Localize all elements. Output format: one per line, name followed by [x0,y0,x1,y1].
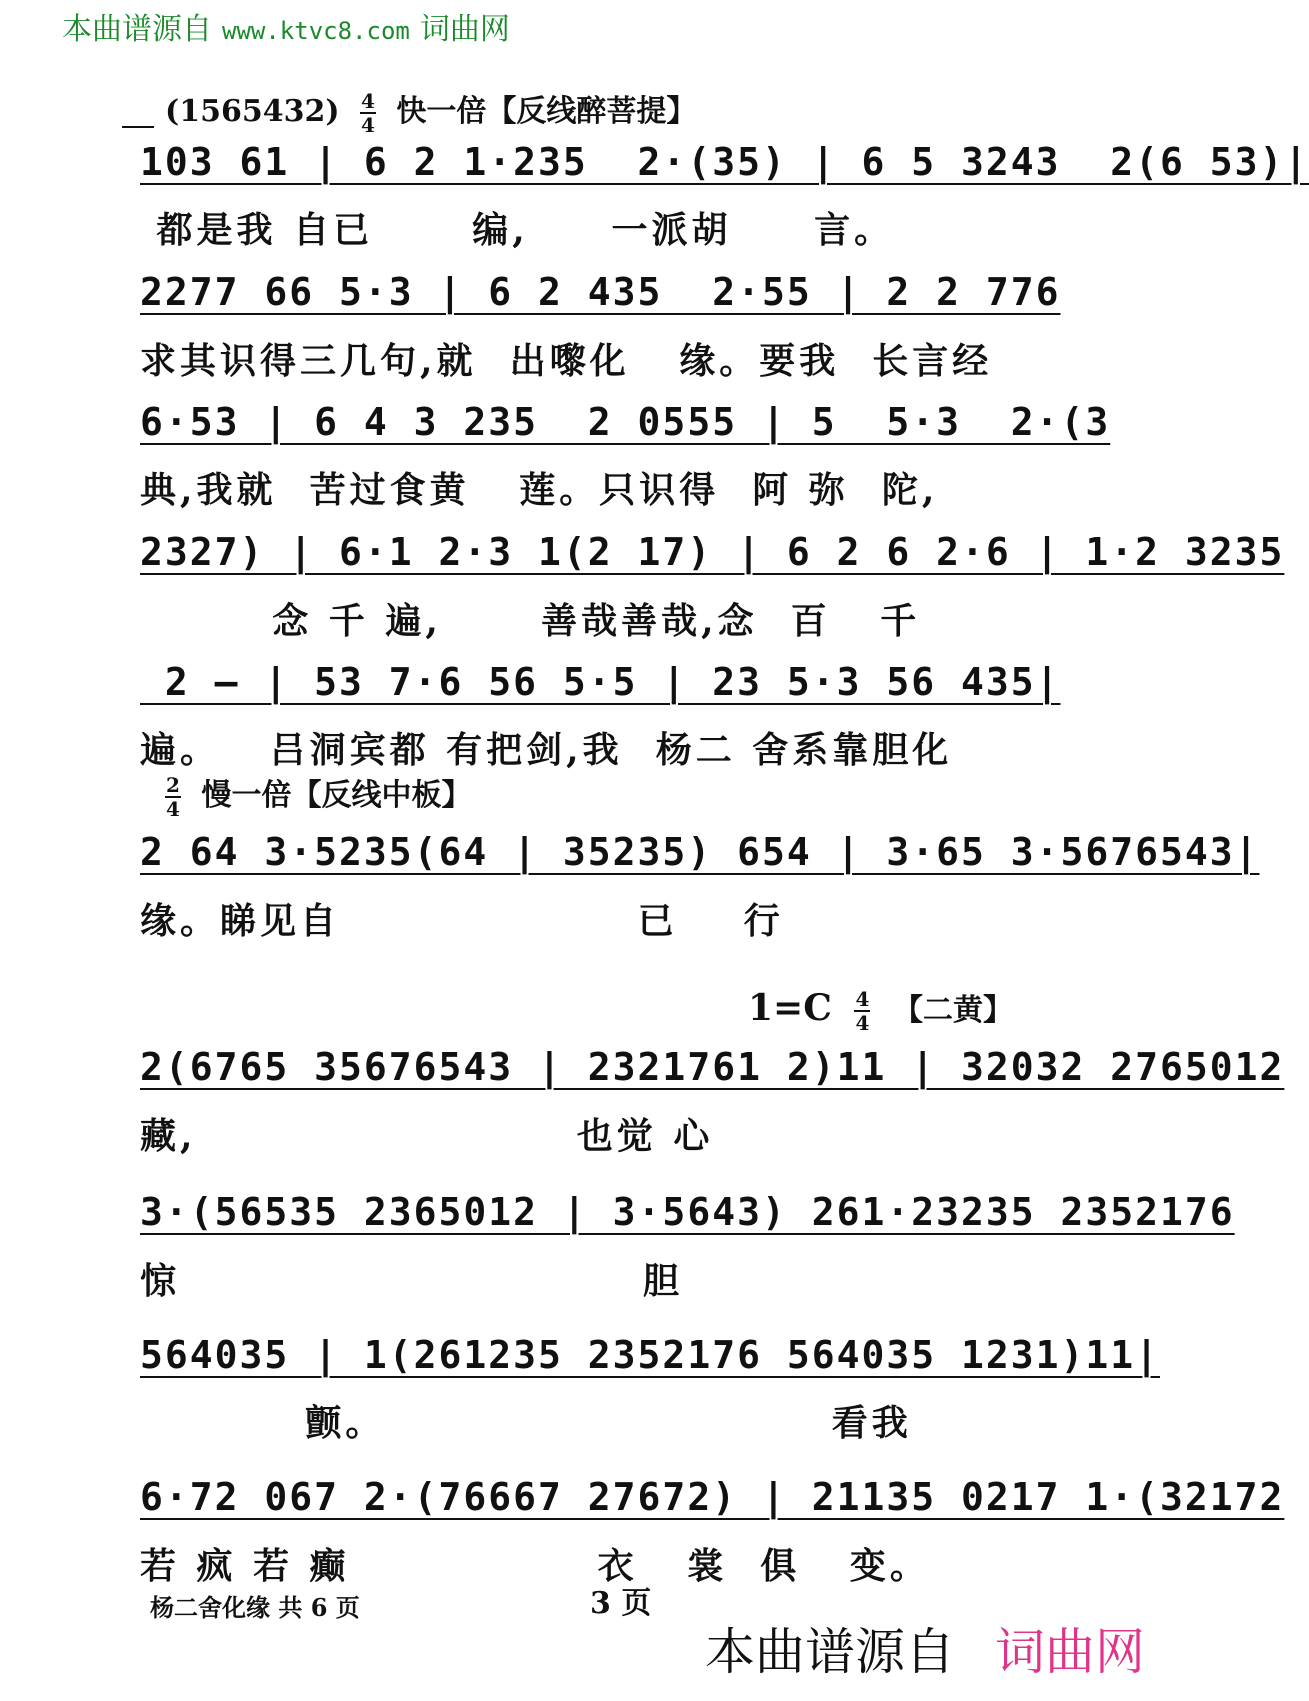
footer-page-number: 3 页 [590,1586,652,1621]
time-sig-top: 4 [855,987,870,1011]
watermark-bottom-right: 词曲网 [995,1623,1145,1681]
watermark-bottom [705,1612,1145,1681]
time-sig-bottom: 4 [166,797,180,821]
lyrics-line: 遍。 吕洞宾都 有把剑,我 杨二 舍系靠胆化 [140,729,953,771]
time-sig-bottom: 4 [361,113,375,137]
time-signature [854,989,870,1033]
intro-phrase: (1565432) [165,94,340,129]
section-key-header [748,985,1013,1033]
time-signature [360,91,376,135]
section-slow-header [155,770,471,819]
tempo-label: 慢一倍【反线中板】 [201,778,472,813]
lyrics-line: 典,我就 苦过食黄 莲。只识得 阿 弥 陀, [140,469,939,511]
lyrics-line: 求其识得三几句,就 出嚟化 缘。要我 长言经 [140,340,993,382]
lyrics-line: 颤。 看我 [140,1402,912,1444]
notation-line: 2(6765 35676543 | 2321761 2)11 | 32032 2765012 [140,1045,1285,1089]
notation-line: 6·53 | 6 4 3 235 2 0555 | 5 5·3 2·(3 [140,400,1111,444]
notation-line: 2327) | 6·1 2·3 1(2 17) | 6 2 6 2·6 | 1·2 3235 [140,530,1285,574]
lyrics-line: 惊 胆 [140,1260,683,1302]
header-line [165,86,696,135]
lyrics-line: 都是我 自已 编, 一派胡 言。 [140,209,895,251]
notation-line: 3·(56535 2365012 | 3·5643) 261·23235 2352176 [140,1190,1235,1234]
key-signature: 1=C [748,987,832,1029]
notation-line: 564035 | 1(261235 2352176 564035 1231)11| [140,1333,1160,1377]
tempo-label: 快一倍【反线醉菩提】 [396,94,697,129]
notation-line: 2 — | 53 7·6 56 5·5 | 23 5·3 56 435| [140,660,1061,704]
watermark-url[interactable]: www.ktvc8.com [222,17,410,45]
watermark-top [62,4,510,48]
footer-title: 杨二舍化缘 共 6 页 [150,1593,360,1622]
lyrics-line: 念 千 遍, 善哉善哉,念 百 千 [140,600,921,642]
time-sig-bottom: 4 [855,1011,870,1035]
aria-label: 【二黄】 [892,993,1013,1028]
watermark-site-name: 本曲谱源自 [62,12,212,47]
time-sig-top: 4 [361,89,375,113]
lyrics-line: 缘。睇见自 已 行 [140,900,784,942]
watermark-brand: 词曲网 [419,12,510,47]
intro-dash [122,126,154,128]
lyrics-line: 藏, 也觉 心 [140,1115,714,1157]
notation-line: 103 61 | 6 2 1·235 2·(35) | 6 5 3243 2(6 53)| [140,140,1309,184]
lyrics-line: 若 疯 若 癫 衣 裳 俱 变。 [140,1545,930,1587]
notation-line: 6·72 067 2·(76667 27672) | 21135 0217 1·(32172 [140,1475,1285,1519]
time-sig-top: 2 [166,773,180,797]
watermark-bottom-left: 本曲谱源自 [705,1623,955,1681]
time-signature [165,775,181,819]
notation-line: 2 64 3·5235(64 | 35235) 654 | 3·65 3·5676543| [140,830,1260,874]
notation-line: 2277 66 5·3 | 6 2 435 2·55 | 2 2 776 [140,270,1061,314]
